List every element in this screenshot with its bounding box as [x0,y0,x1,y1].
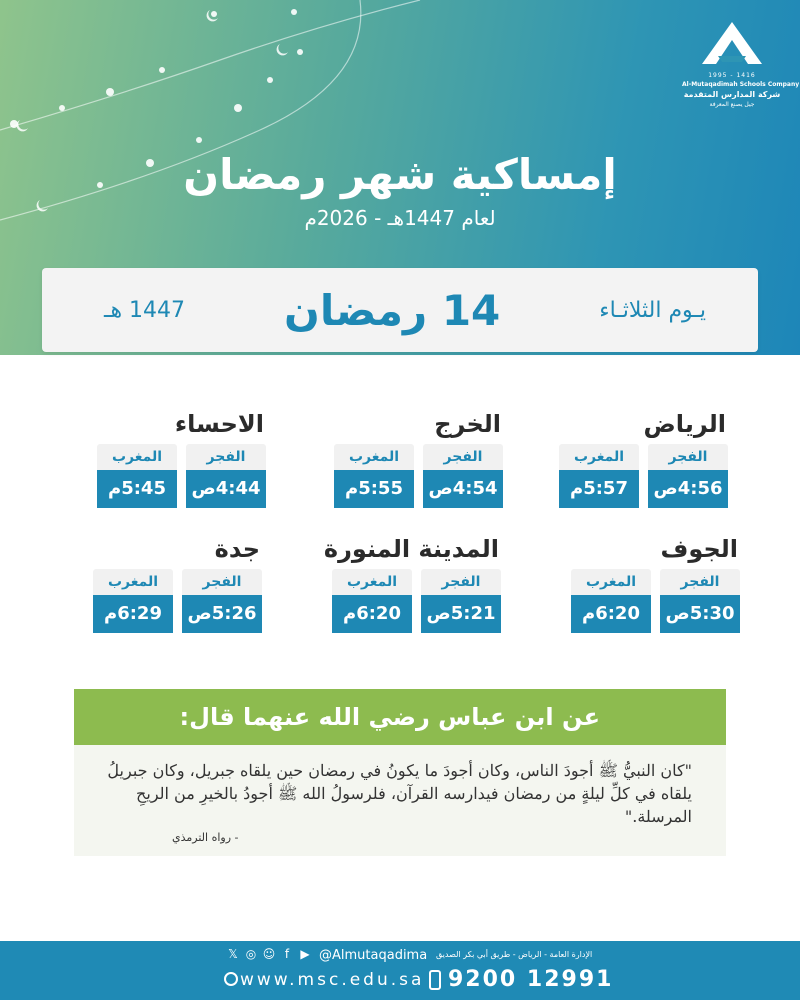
fajr-time: 4:54ص [423,470,503,508]
fajr-label: الفجر [660,569,740,595]
city-name: الجوف [660,535,738,563]
maghrib-label: المغرب [559,444,639,470]
fajr-label: الفجر [186,444,266,470]
social-icons [226,947,312,961]
city-card-jeddah [72,535,262,633]
date-card [42,268,758,352]
city-name: الاحساء [174,410,264,438]
x-icon[interactable]: 𝕏 [228,947,238,961]
city-card-madinah [311,535,501,633]
fajr-time: 5:21ص [421,595,501,633]
logo-name-ar: شركة المدارس المتقدمة [683,90,781,99]
city-name: الرياض [643,410,726,438]
hadith-box [74,745,726,856]
fajr-label: الفجر [421,569,501,595]
snapchat-icon[interactable]: ☺ [262,947,276,961]
page-title: إمساكية شهر رمضان [183,150,617,199]
globe-icon [224,972,238,986]
city-name: جدة [214,535,260,563]
page-subtitle: لعام 1447هـ - 2026م [304,206,496,230]
fajr-label: الفجر [423,444,503,470]
logo-mark-icon [700,20,764,66]
maghrib-time: 6:20م [332,595,412,633]
fajr-time: 4:56ص [648,470,728,508]
fajr-label: الفجر [182,569,262,595]
fajr-time: 4:44ص [186,470,266,508]
social-handle[interactable]: @Almutaqadima [319,948,428,963]
maghrib-time: 5:55م [334,470,414,508]
city-card-jouf [550,535,740,633]
hadith-source: - رواه الترمذي [172,831,239,844]
maghrib-time: 6:20م [571,595,651,633]
city-card-riyadh [538,410,728,508]
maghrib-label: المغرب [334,444,414,470]
maghrib-label: المغرب [332,569,412,595]
phone-number[interactable]: 9200 12991 [448,967,614,992]
facebook-icon[interactable]: f [284,947,290,961]
company-logo [682,20,800,108]
logo-tagline: جيل يصنع المعرفة [709,101,755,108]
city-card-kharj [313,410,503,508]
phone-icon [429,970,441,990]
city-name: الخرج [434,410,501,438]
website-link[interactable]: www.msc.edu.sa [240,970,425,990]
logo-years: 1995 - 1416 [708,72,756,79]
maghrib-label: المغرب [97,444,177,470]
city-name: المدينة المنورة [323,535,499,563]
hijri-year: 1447 هـ [104,297,186,323]
main-date: 14 رمضان [284,285,501,335]
logo-name-en: Al-Mutaqadimah Schools Company [682,81,800,88]
fajr-label: الفجر [648,444,728,470]
youtube-icon[interactable]: ▶ [300,947,310,961]
maghrib-label: المغرب [93,569,173,595]
day-name: يـوم الثلاثـاء [599,297,706,323]
address: الإدارة العامة - الرياض - طريق أبي بكر الصديق [436,950,593,959]
maghrib-time: 6:29م [93,595,173,633]
maghrib-time: 5:57م [559,470,639,508]
maghrib-time: 5:45م [97,470,177,508]
maghrib-label: المغرب [571,569,651,595]
hadith-intro: عن ابن عباس رضي الله عنهما قال: [74,689,726,745]
hadith-text: "كان النبيُّ ﷺ أجودَ الناس، وكان أجودَ ما يكونُ في رمضان حين يلقاه جبريل، وكان جبريلُ يلقاه في كلِّ ليلةٍ من رمضان فيدارسه القرآن، فلرسولُ الله ﷺ أجودُ بالخيرِ من الريحِ المرسلة." [107,761,692,826]
footer [0,941,800,1000]
fajr-time: 5:30ص [660,595,740,633]
city-card-ahsa [76,410,266,508]
instagram-icon[interactable]: ◎ [245,947,257,961]
fajr-time: 5:26ص [182,595,262,633]
